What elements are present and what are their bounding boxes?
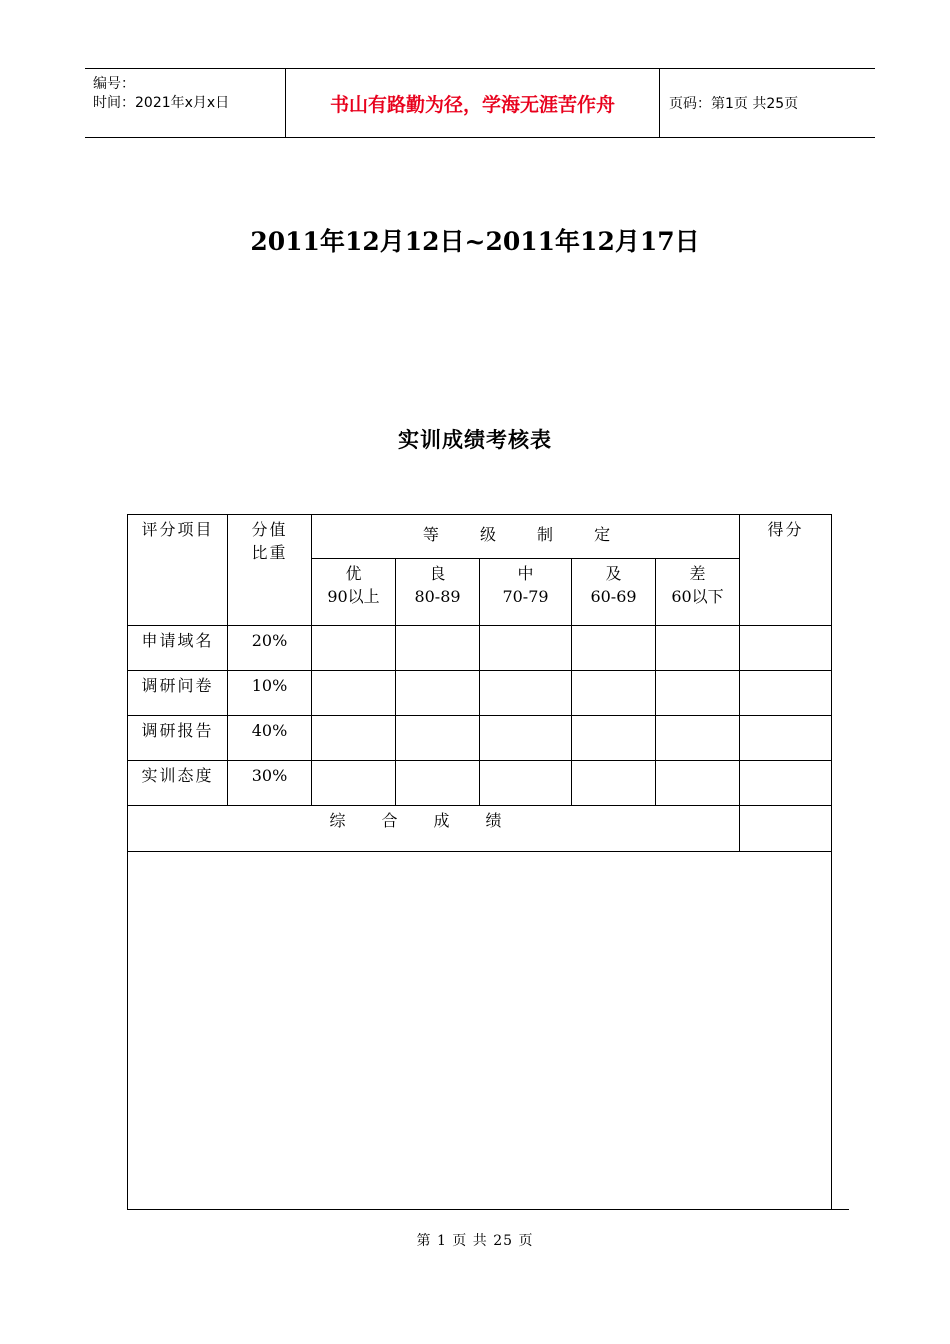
grade-cell: 及 60-69 [572,559,656,626]
grade-cell: 差 60以下 [656,559,740,626]
row-weight: 10% [228,671,312,716]
header-motto: 书山有路勤为径，学海无涯苦作舟 [285,69,660,137]
header-score: 得分 [740,515,832,626]
table-row [128,716,832,761]
header-meta [85,69,285,137]
row-item: 申请域名 [128,626,228,671]
table-row [128,761,832,806]
page-header [85,68,875,138]
row-weight: 40% [228,716,312,761]
page-footer: 第 1 页 共 25 页 [416,1233,534,1249]
form-title: 实训成绩考核表 [398,427,552,452]
comment-cell[interactable] [128,852,832,1210]
grade-cell: 优 90以上 [312,559,396,626]
header-weight-line1: 分值 [251,520,288,539]
date-range: 2011年12月12日~2011年12月17日 [250,227,700,256]
header-weight [228,515,312,626]
row-item: 调研问卷 [128,671,228,716]
row-weight: 30% [228,761,312,806]
total-score [740,806,832,852]
table-header-row [128,515,832,559]
header-page-label: 页码：第1页 共25页 [669,96,799,112]
row-item: 实训态度 [128,761,228,806]
footer-rule [831,1209,849,1210]
grade-cell: 中 70-79 [480,559,572,626]
assessment-table [127,514,832,1210]
table-row [128,626,832,671]
total-label: 综合成绩 [128,806,740,852]
header-item: 评分项目 [128,515,228,626]
header-grade: 等 级 制 定 [312,515,740,559]
row-item: 调研报告 [128,716,228,761]
row-weight: 20% [228,626,312,671]
total-row [128,806,832,852]
grade-cell: 良 80-89 [396,559,480,626]
table-row [128,671,832,716]
number-label: 编号： [93,76,135,92]
comment-area [128,852,832,1210]
time-label: 时间：2021年x月x日 [93,95,230,111]
header-weight-line2: 比重 [251,543,288,562]
